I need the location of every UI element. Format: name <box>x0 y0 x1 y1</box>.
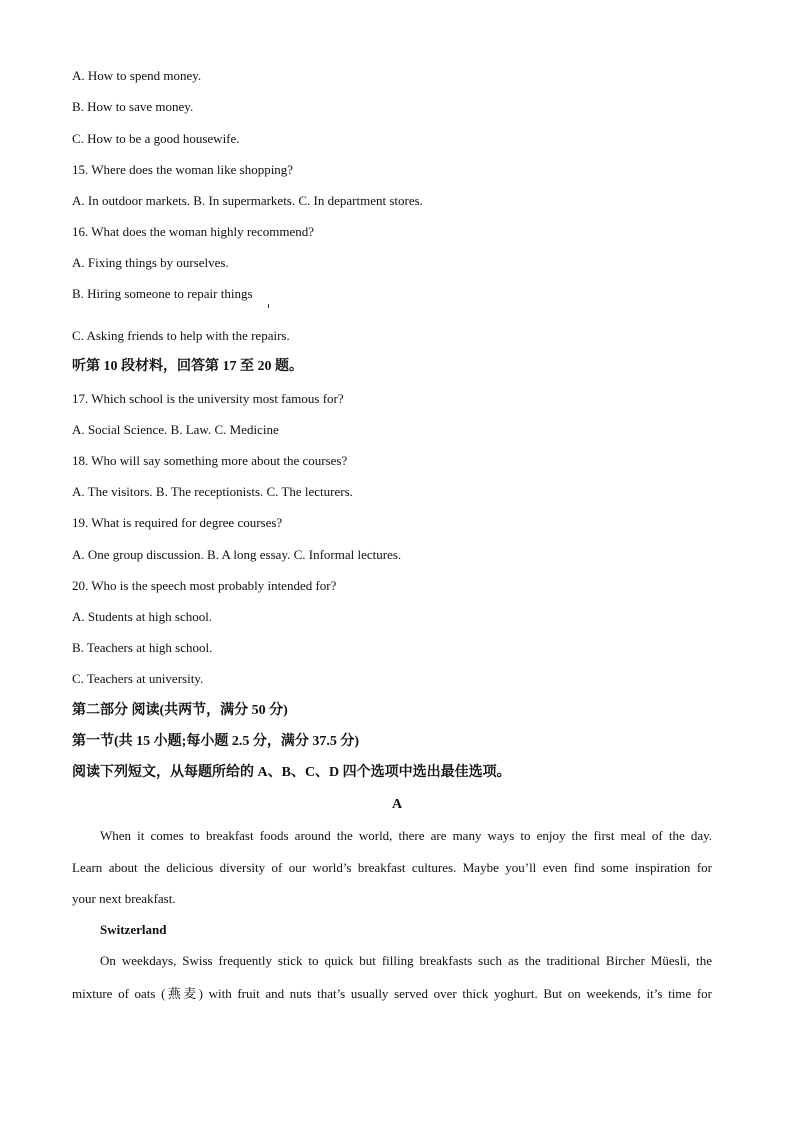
paragraph-1-line-2: Learn about the delicious diversity of our world’s breakfast cultures. Maybe you’ll even find some inspiration for <box>72 860 712 875</box>
q14-option-a: A. How to spend money. <box>72 68 202 83</box>
q20-question: 20. Who is the speech most probably intended for? <box>72 578 337 593</box>
q19-question: 19. What is required for degree courses? <box>72 515 283 530</box>
q20-option-c: C. Teachers at university. <box>72 671 204 686</box>
passage-label: A <box>391 797 403 812</box>
paragraph-1-line-3: your next breakfast. <box>72 891 176 906</box>
q17-question: 17. Which school is the university most famous for? <box>72 391 344 406</box>
q14-option-c: C. How to be a good housewife. <box>72 131 240 146</box>
q16-option-c: C. Asking friends to help with the repairs. <box>72 328 290 343</box>
q19-options: A. One group discussion. B. A long essay. C. Informal lectures. <box>72 547 402 562</box>
part-2-heading: 第二部分 阅读(共两节，满分 50 分) <box>72 703 288 718</box>
q16-question: 16. What does the woman highly recommend? <box>72 224 315 239</box>
paragraph-2-line-2: mixture of oats (燕麦) with fruit and nuts that’s usually served over thick yoghurt. But on weekends, it’s time for <box>72 986 712 1001</box>
paragraph-2-line-1: On weekdays, Swiss frequently stick to quick but filling breakfasts such as the traditional Bircher Müesli, the <box>100 953 712 968</box>
q16-option-a: A. Fixing things by ourselves. <box>72 255 229 270</box>
section-10-heading: 听第 10 段材料，回答第 17 至 20 题。 <box>72 359 303 374</box>
q18-question: 18. Who will say something more about the courses? <box>72 453 348 468</box>
q15-options: A. In outdoor markets. B. In supermarkets. C. In department stores. <box>72 193 423 208</box>
q17-options: A. Social Science. B. Law. C. Medicine <box>72 422 279 437</box>
q20-option-a: A. Students at high school. <box>72 609 213 624</box>
q14-option-b: B. How to save money. <box>72 99 194 114</box>
q20-option-b: B. Teachers at high school. <box>72 640 213 655</box>
q18-options: A. The visitors. B. The receptionists. C. The lecturers. <box>72 484 353 499</box>
section-1-heading: 第一节(共 15 小题;每小题 2.5 分，满分 37.5 分) <box>72 734 359 749</box>
subheading-switzerland: Switzerland <box>100 922 167 937</box>
q16-option-b: B. Hiring someone to repair things <box>72 286 253 301</box>
q15-question: 15. Where does the woman like shopping? <box>72 162 294 177</box>
reading-instruction: 阅读下列短文，从每题所给的 A、B、C、D 四个选项中选出最佳选项。 <box>72 765 511 780</box>
paragraph-1-line-1: When it comes to breakfast foods around the world, there are many ways to enjoy the first meal of the day. <box>100 828 712 843</box>
stray-mark <box>268 304 269 308</box>
